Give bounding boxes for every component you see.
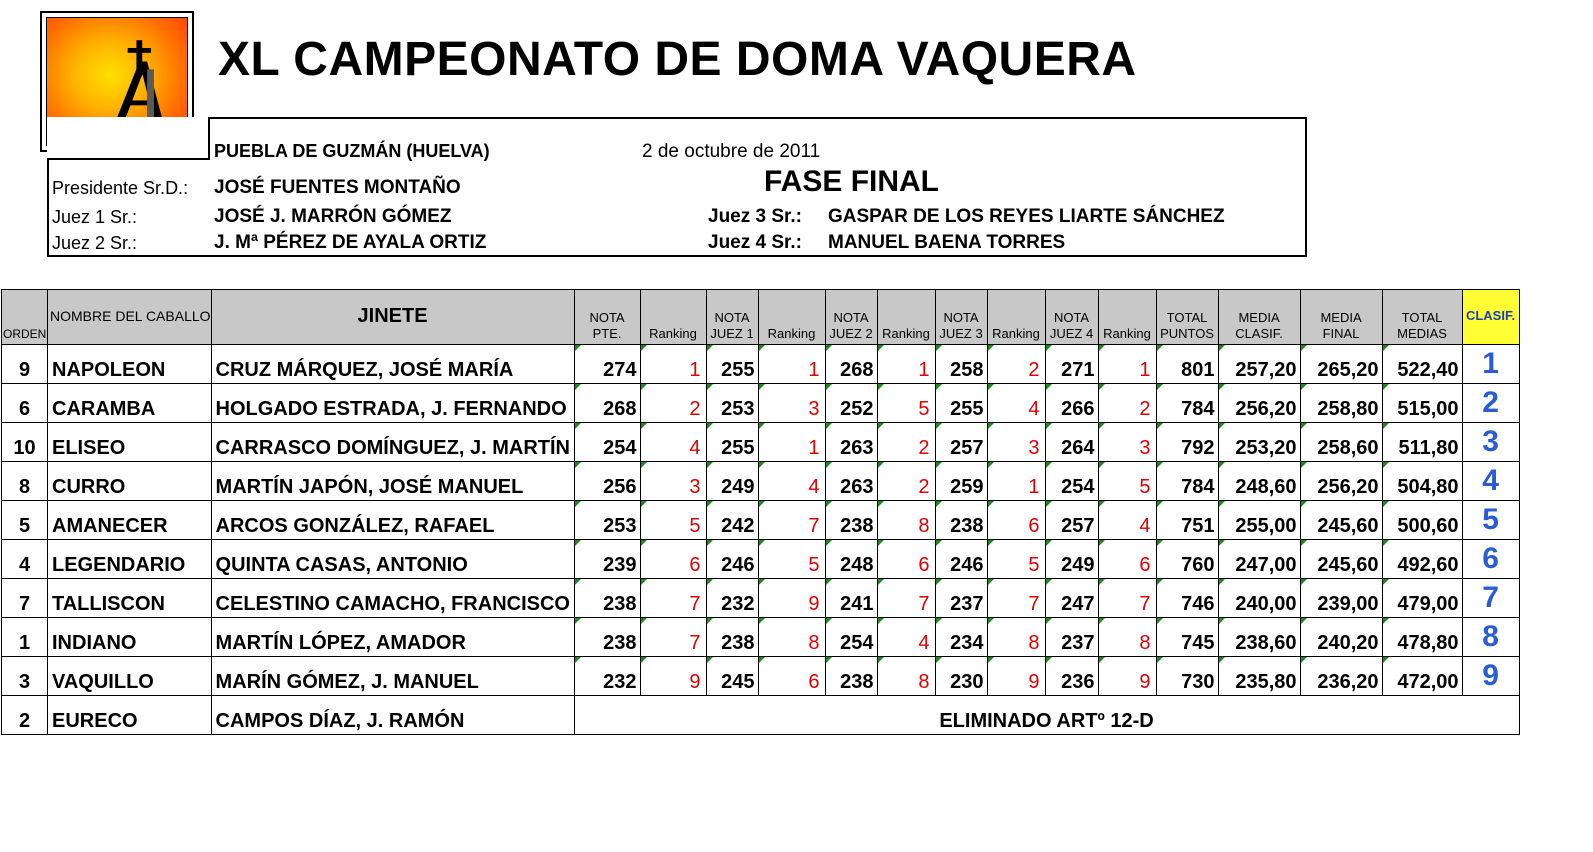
- cell-nota-juez2: 268: [825, 345, 877, 384]
- cell-ranking-juez2: 6: [877, 540, 935, 579]
- cell-nota-juez4: 237: [1045, 618, 1098, 657]
- cell-nota-juez4: 257: [1045, 501, 1098, 540]
- table-row: [2, 462, 1520, 501]
- cell-nota-pte: 238: [574, 618, 640, 657]
- cell-ranking-pte: 4: [640, 423, 706, 462]
- cell-clasif: 2: [1462, 384, 1519, 423]
- event-date: 2 de octubre de 2011: [642, 141, 821, 162]
- header-ranking-juez2: Ranking: [877, 290, 935, 345]
- cell-ranking-juez1: 7: [758, 501, 825, 540]
- page-title: XL CAMPEONATO DE DOMA VAQUERA: [218, 33, 1137, 86]
- cell-nota-juez4: 266: [1045, 384, 1098, 423]
- cell-media-clasif: 257,20: [1218, 345, 1300, 384]
- cell-clasif: 5: [1462, 501, 1519, 540]
- cell-orden: 8: [2, 462, 48, 501]
- cell-nota-juez2: 263: [825, 462, 877, 501]
- cell-ranking-juez4: 4: [1098, 501, 1156, 540]
- cell-ranking-juez4: 9: [1098, 657, 1156, 696]
- header-media-clasif: MEDIA CLASIF.: [1218, 290, 1300, 345]
- cell-ranking-juez4: 8: [1098, 618, 1156, 657]
- cell-clasif: 9: [1462, 657, 1519, 696]
- header-ranking-juez1: Ranking: [758, 290, 825, 345]
- cell-total-medias: 479,00: [1382, 579, 1462, 618]
- cell-jinete: MARÍN GÓMEZ, J. MANUEL: [211, 657, 574, 696]
- cell-ranking-pte: 7: [640, 618, 706, 657]
- cell-nota-juez3: 246: [935, 540, 987, 579]
- cell-nota-pte: 232: [574, 657, 640, 696]
- table-row: [2, 423, 1520, 462]
- cell-media-clasif: 238,60: [1218, 618, 1300, 657]
- cell-caballo: LEGENDARIO: [48, 540, 212, 579]
- table-row: [2, 384, 1520, 423]
- cell-nota-juez1: 232: [706, 579, 758, 618]
- cell-nota-juez2: 238: [825, 501, 877, 540]
- cell-nota-juez1: 255: [706, 423, 758, 462]
- cell-clasif: 8: [1462, 618, 1519, 657]
- cell-ranking-juez2: 8: [877, 501, 935, 540]
- cell-total-medias: 478,80: [1382, 618, 1462, 657]
- cell-clasif: 7: [1462, 579, 1519, 618]
- cell-orden: 9: [2, 345, 48, 384]
- cell-media-clasif: 240,00: [1218, 579, 1300, 618]
- cell-ranking-juez3: 7: [987, 579, 1045, 618]
- cell-nota-juez3: 258: [935, 345, 987, 384]
- cell-media-final: 258,60: [1300, 423, 1382, 462]
- cell-jinete: MARTÍN JAPÓN, JOSÉ MANUEL: [211, 462, 574, 501]
- cell-nota-juez2: 238: [825, 657, 877, 696]
- cell-nota-juez4: 249: [1045, 540, 1098, 579]
- cell-nota-juez2: 254: [825, 618, 877, 657]
- cell-caballo: INDIANO: [48, 618, 212, 657]
- presidente-name: JOSÉ FUENTES MONTAÑO: [214, 177, 461, 198]
- cell-media-final: 258,80: [1300, 384, 1382, 423]
- cell-ranking-juez3: 3: [987, 423, 1045, 462]
- cell-ranking-pte: 6: [640, 540, 706, 579]
- cell-ranking-juez1: 6: [758, 657, 825, 696]
- cell-ranking-juez2: 2: [877, 462, 935, 501]
- cell-ranking-juez1: 5: [758, 540, 825, 579]
- cell-orden: 1: [2, 618, 48, 657]
- cell-ranking-pte: 2: [640, 384, 706, 423]
- table-row: [2, 657, 1520, 696]
- header-total-medias: TOTAL MEDIAS: [1382, 290, 1462, 345]
- cell-clasif: 3: [1462, 423, 1519, 462]
- cell-media-final: 245,60: [1300, 540, 1382, 579]
- table-row: [2, 345, 1520, 384]
- cell-media-final: 240,20: [1300, 618, 1382, 657]
- cell-jinete: MARTÍN LÓPEZ, AMADOR: [211, 618, 574, 657]
- cell-media-clasif: 255,00: [1218, 501, 1300, 540]
- cell-caballo: AMANECER: [48, 501, 212, 540]
- header-nota-juez2: NOTA JUEZ 2: [825, 290, 877, 345]
- header-nota-pte: NOTA PTE.: [574, 290, 640, 345]
- cell-caballo: CARAMBA: [48, 384, 212, 423]
- presidente-label: Presidente Sr.D.:: [52, 178, 189, 198]
- juez1-label: Juez 1 Sr.:: [52, 207, 138, 227]
- cell-total-puntos: 784: [1156, 384, 1218, 423]
- cell-jinete: CAMPOS DÍAZ, J. RAMÓN: [211, 696, 574, 735]
- cell-total-medias: 500,60: [1382, 501, 1462, 540]
- cell-total-puntos: 784: [1156, 462, 1218, 501]
- cell-total-puntos: 801: [1156, 345, 1218, 384]
- cell-ranking-pte: 3: [640, 462, 706, 501]
- header-caballo: NOMBRE DEL CABALLO: [48, 290, 212, 345]
- cell-orden: 4: [2, 540, 48, 579]
- cell-media-clasif: 235,80: [1218, 657, 1300, 696]
- cell-media-clasif: 256,20: [1218, 384, 1300, 423]
- cell-ranking-pte: 7: [640, 579, 706, 618]
- cell-total-puntos: 730: [1156, 657, 1218, 696]
- cell-media-clasif: 247,00: [1218, 540, 1300, 579]
- cell-nota-juez4: 271: [1045, 345, 1098, 384]
- cell-media-final: 236,20: [1300, 657, 1382, 696]
- cell-orden: 6: [2, 384, 48, 423]
- cell-orden: 5: [2, 501, 48, 540]
- cell-nota-juez4: 236: [1045, 657, 1098, 696]
- cell-ranking-juez4: 7: [1098, 579, 1156, 618]
- cell-media-final: 256,20: [1300, 462, 1382, 501]
- cell-nota-juez4: 254: [1045, 462, 1098, 501]
- juez3-label: Juez 3 Sr.:: [708, 206, 802, 227]
- cell-total-medias: 504,80: [1382, 462, 1462, 501]
- cell-ranking-juez1: 1: [758, 423, 825, 462]
- cell-ranking-juez2: 4: [877, 618, 935, 657]
- cell-ranking-juez1: 1: [758, 345, 825, 384]
- cell-ranking-juez3: 9: [987, 657, 1045, 696]
- juez2-name: J. Mª PÉREZ DE AYALA ORTIZ: [214, 232, 487, 253]
- header-nota-juez1: NOTA JUEZ 1: [706, 290, 758, 345]
- cell-ranking-juez3: 2: [987, 345, 1045, 384]
- juez2-label: Juez 2 Sr.:: [52, 233, 138, 253]
- cell-ranking-pte: 9: [640, 657, 706, 696]
- header-ranking-juez4: Ranking: [1098, 290, 1156, 345]
- juez4-name: MANUEL BAENA TORRES: [828, 232, 1066, 253]
- cell-caballo: ELISEO: [48, 423, 212, 462]
- cell-ranking-juez3: 1: [987, 462, 1045, 501]
- cell-nota-juez2: 263: [825, 423, 877, 462]
- header-jinete: JINETE: [211, 290, 574, 345]
- header-orden: ORDEN: [2, 290, 48, 345]
- cell-total-medias: 515,00: [1382, 384, 1462, 423]
- cell-nota-pte: 238: [574, 579, 640, 618]
- cell-total-puntos: 746: [1156, 579, 1218, 618]
- cell-total-puntos: 751: [1156, 501, 1218, 540]
- cell-total-medias: 522,40: [1382, 345, 1462, 384]
- header-ranking-pte: Ranking: [640, 290, 706, 345]
- table-row-eliminated: [2, 696, 1520, 735]
- cell-nota-pte: 239: [574, 540, 640, 579]
- cell-caballo: CURRO: [48, 462, 212, 501]
- results-table: [1, 289, 1520, 735]
- cell-media-clasif: 253,20: [1218, 423, 1300, 462]
- cell-nota-juez3: 255: [935, 384, 987, 423]
- cell-nota-pte: 253: [574, 501, 640, 540]
- cell-nota-juez3: 257: [935, 423, 987, 462]
- cell-nota-pte: 254: [574, 423, 640, 462]
- cell-total-puntos: 760: [1156, 540, 1218, 579]
- cell-ranking-pte: 5: [640, 501, 706, 540]
- cell-nota-juez4: 264: [1045, 423, 1098, 462]
- cell-ranking-juez2: 7: [877, 579, 935, 618]
- cell-nota-juez3: 259: [935, 462, 987, 501]
- juez1-name: JOSÉ J. MARRÓN GÓMEZ: [214, 206, 452, 227]
- cell-ranking-juez4: 2: [1098, 384, 1156, 423]
- cell-nota-juez1: 245: [706, 657, 758, 696]
- cell-nota-pte: 268: [574, 384, 640, 423]
- cell-total-medias: 472,00: [1382, 657, 1462, 696]
- cell-media-final: 265,20: [1300, 345, 1382, 384]
- cell-nota-juez4: 247: [1045, 579, 1098, 618]
- cell-ranking-juez2: 5: [877, 384, 935, 423]
- cell-total-medias: 511,80: [1382, 423, 1462, 462]
- header-total-puntos: TOTAL PUNTOS: [1156, 290, 1218, 345]
- cell-nota-juez1: 238: [706, 618, 758, 657]
- cell-nota-pte: 274: [574, 345, 640, 384]
- cell-clasif: 6: [1462, 540, 1519, 579]
- cell-orden: 3: [2, 657, 48, 696]
- cell-total-puntos: 792: [1156, 423, 1218, 462]
- cell-jinete: CELESTINO CAMACHO, FRANCISCO: [211, 579, 574, 618]
- cell-total-puntos: 745: [1156, 618, 1218, 657]
- header-nota-juez4: NOTA JUEZ 4: [1045, 290, 1098, 345]
- cell-caballo: NAPOLEON: [48, 345, 212, 384]
- cell-ranking-juez4: 5: [1098, 462, 1156, 501]
- cell-nota-juez2: 241: [825, 579, 877, 618]
- juez3-name: GASPAR DE LOS REYES LIARTE SÁNCHEZ: [828, 206, 1225, 227]
- cell-ranking-juez3: 5: [987, 540, 1045, 579]
- cell-caballo: VAQUILLO: [48, 657, 212, 696]
- cell-media-clasif: 248,60: [1218, 462, 1300, 501]
- cell-ranking-juez2: 1: [877, 345, 935, 384]
- cell-media-final: 239,00: [1300, 579, 1382, 618]
- cell-orden: 7: [2, 579, 48, 618]
- header-media-final: MEDIA FINAL: [1300, 290, 1382, 345]
- cell-ranking-juez1: 8: [758, 618, 825, 657]
- cell-nota-juez1: 242: [706, 501, 758, 540]
- table-row: [2, 540, 1520, 579]
- location: PUEBLA DE GUZMÁN (HUELVA): [214, 141, 490, 161]
- cell-nota-pte: 256: [574, 462, 640, 501]
- header-ranking-juez3: Ranking: [987, 290, 1045, 345]
- cell-ranking-juez1: 9: [758, 579, 825, 618]
- table-row: [2, 501, 1520, 540]
- cell-media-final: 245,60: [1300, 501, 1382, 540]
- cell-ranking-juez4: 6: [1098, 540, 1156, 579]
- cell-caballo: TALLISCON: [48, 579, 212, 618]
- cell-caballo: EURECO: [48, 696, 212, 735]
- cell-nota-juez3: 237: [935, 579, 987, 618]
- header-clasif: CLASIF.: [1462, 290, 1519, 345]
- cell-ranking-juez4: 1: [1098, 345, 1156, 384]
- cell-jinete: CARRASCO DOMÍNGUEZ, J. MARTÍN: [211, 423, 574, 462]
- cell-ranking-juez2: 8: [877, 657, 935, 696]
- cell-clasif: 1: [1462, 345, 1519, 384]
- cell-orden: 2: [2, 696, 48, 735]
- cell-nota-juez3: 230: [935, 657, 987, 696]
- header-nota-juez3: NOTA JUEZ 3: [935, 290, 987, 345]
- phase-title: FASE FINAL: [764, 165, 940, 198]
- cell-nota-juez3: 238: [935, 501, 987, 540]
- cell-ranking-juez4: 3: [1098, 423, 1156, 462]
- cell-nota-juez1: 249: [706, 462, 758, 501]
- cell-ranking-juez3: 4: [987, 384, 1045, 423]
- cell-clasif: 4: [1462, 462, 1519, 501]
- cell-nota-juez3: 234: [935, 618, 987, 657]
- eliminated-note: ELIMINADO ARTº 12-D: [574, 696, 1519, 735]
- cell-nota-juez2: 248: [825, 540, 877, 579]
- cell-ranking-juez1: 4: [758, 462, 825, 501]
- cell-nota-juez1: 246: [706, 540, 758, 579]
- cell-jinete: QUINTA CASAS, ANTONIO: [211, 540, 574, 579]
- cell-ranking-pte: 1: [640, 345, 706, 384]
- cell-total-medias: 492,60: [1382, 540, 1462, 579]
- cell-ranking-juez3: 8: [987, 618, 1045, 657]
- cell-jinete: CRUZ MÁRQUEZ, JOSÉ MARÍA: [211, 345, 574, 384]
- cell-nota-juez1: 255: [706, 345, 758, 384]
- cell-orden: 10: [2, 423, 48, 462]
- cell-ranking-juez1: 3: [758, 384, 825, 423]
- table-row: [2, 618, 1520, 657]
- cell-ranking-juez2: 2: [877, 423, 935, 462]
- table-row: [2, 579, 1520, 618]
- juez4-label: Juez 4 Sr.:: [708, 232, 802, 253]
- cell-nota-juez2: 252: [825, 384, 877, 423]
- cell-nota-juez1: 253: [706, 384, 758, 423]
- cell-jinete: HOLGADO ESTRADA, J. FERNANDO: [211, 384, 574, 423]
- cell-jinete: ARCOS GONZÁLEZ, RAFAEL: [211, 501, 574, 540]
- cell-ranking-juez3: 6: [987, 501, 1045, 540]
- table-header-row: [2, 290, 1520, 345]
